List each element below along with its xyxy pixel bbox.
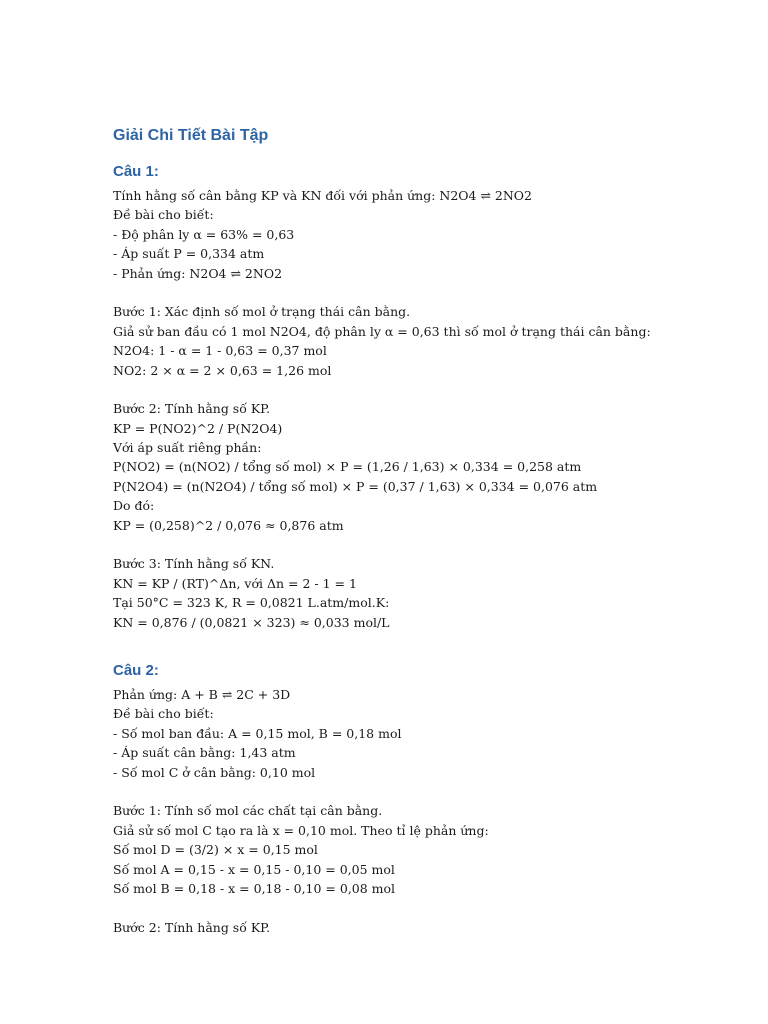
text-line: KP = (0,258)^2 / 0,076 ≈ 0,876 atm — [113, 517, 344, 533]
question-2-step-2 — [113, 918, 733, 937]
text-line: Bước 2: Tính hằng số KP. — [113, 401, 271, 417]
text-line: Bước 3: Tính hằng số KN. — [113, 556, 275, 572]
text-line: Do đó: — [113, 498, 155, 514]
question-1-section — [113, 161, 733, 632]
text-line: KN = 0,876 / (0,0821 × 323) ≈ 0,033 mol/L — [113, 614, 390, 630]
document-title: Giải Chi Tiết Bài Tập — [113, 127, 269, 144]
text-line: N2O4: 1 - α = 1 - 0,63 = 0,37 mol — [113, 343, 327, 359]
question-1-step-3 — [113, 554, 733, 632]
text-line: - Áp suất cân bằng: 1,43 atm — [113, 745, 296, 761]
text-line: KP = P(NO2)^2 / P(N2O4) — [113, 420, 283, 436]
text-line: NO2: 2 × α = 2 × 0,63 = 1,26 mol — [113, 362, 332, 378]
question-2-step-1 — [113, 801, 733, 898]
text-line: - Áp suất P = 0,334 atm — [113, 246, 265, 262]
question-1-step-1 — [113, 302, 733, 380]
text-line: Bước 2: Tính hằng số KP. — [113, 919, 271, 935]
text-line: Số mol D = (3/2) × x = 0,15 mol — [113, 842, 318, 858]
text-line: Phản ứng: A + B ⇌ 2C + 3D — [113, 686, 291, 702]
text-line: Tính hằng số cân bằng KP và KN đối với phản ứng: N2O4 ⇌ 2NO2 — [113, 188, 532, 203]
text-line: Với áp suất riêng phần: — [113, 440, 262, 456]
text-line: Giả sử số mol C tạo ra là x = 0,10 mol. Theo tỉ lệ phản ứng: — [113, 822, 489, 838]
text-line: Giả sử ban đầu có 1 mol N2O4, độ phân ly α = 0,63 thì số mol ở trạng thái cân bằng: — [113, 323, 651, 339]
text-line: Số mol B = 0,18 - x = 0,18 - 0,10 = 0,08 mol — [113, 880, 396, 896]
question-1-intro — [113, 186, 733, 283]
text-line: KN = KP / (RT)^Δn, với Δn = 2 - 1 = 1 — [113, 575, 357, 591]
text-line: - Phản ứng: N2O4 ⇌ 2NO2 — [113, 265, 283, 281]
text-line: P(NO2) = (n(NO2) / tổng số mol) × P = (1,26 / 1,63) × 0,334 = 0,258 atm — [113, 459, 582, 475]
text-line: - Số mol ban đầu: A = 0,15 mol, B = 0,18 mol — [113, 725, 402, 741]
question-1-heading: Câu 1: — [113, 163, 159, 180]
question-2-intro — [113, 685, 733, 782]
question-2-section — [113, 660, 733, 937]
question-1-step-2 — [113, 399, 733, 535]
text-line: Bước 1: Tính số mol các chất tại cân bằng. — [113, 803, 383, 819]
text-line: - Độ phân ly α = 63% = 0,63 — [113, 226, 295, 242]
text-line: Đề bài cho biết: — [113, 706, 214, 722]
text-line: Tại 50°C = 323 K, R = 0,0821 L.atm/mol.K: — [113, 595, 390, 611]
text-line: Bước 1: Xác định số mol ở trạng thái cân bằng. — [113, 304, 411, 320]
text-line: - Số mol C ở cân bằng: 0,10 mol — [113, 764, 316, 780]
text-line: Đề bài cho biết: — [113, 207, 214, 223]
document-page — [113, 124, 733, 937]
text-line: P(N2O4) = (n(N2O4) / tổng số mol) × P = (0,37 / 1,63) × 0,334 = 0,076 atm — [113, 478, 598, 494]
text-line: Số mol A = 0,15 - x = 0,15 - 0,10 = 0,05 mol — [113, 861, 395, 877]
question-2-heading: Câu 2: — [113, 661, 159, 679]
